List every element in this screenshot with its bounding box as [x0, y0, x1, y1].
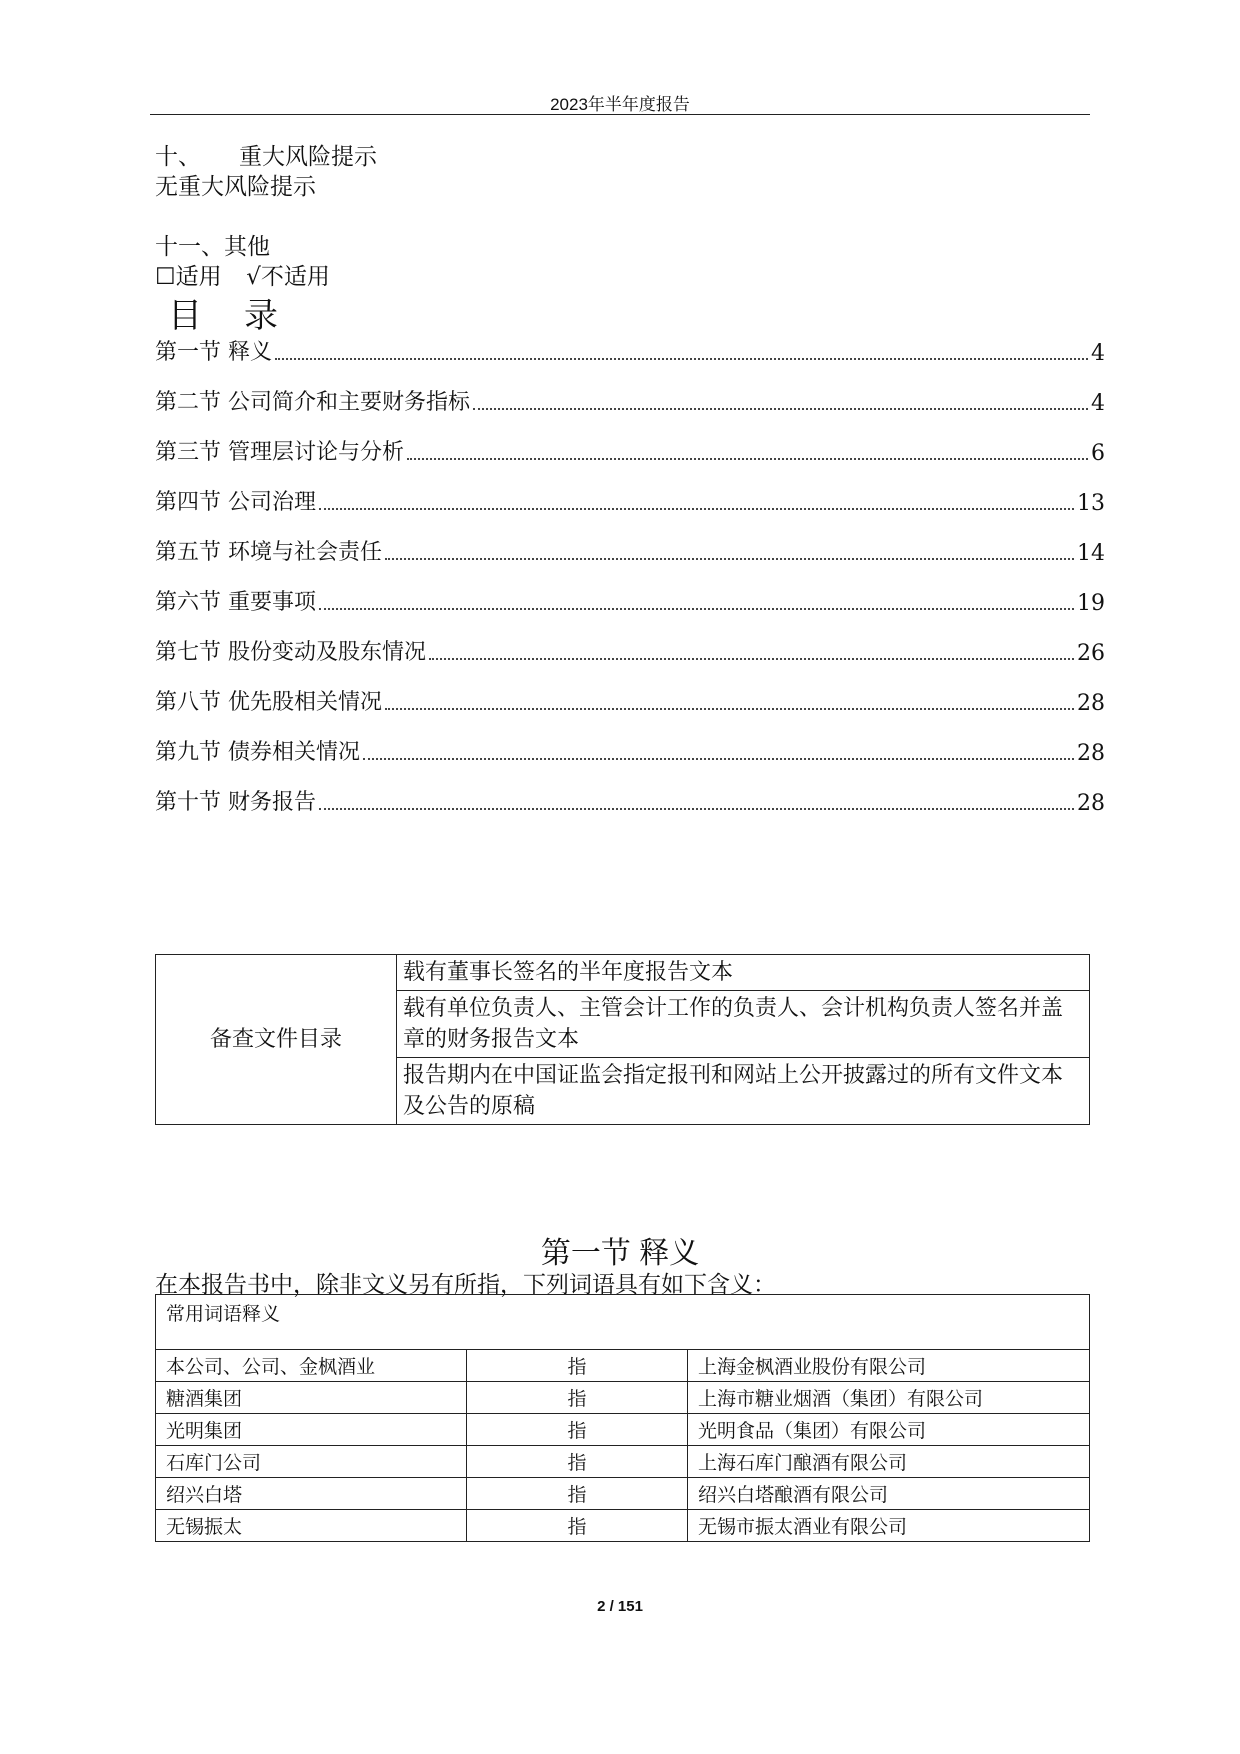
meaning-cell: 光明食品（集团）有限公司: [688, 1414, 1090, 1446]
toc-item-label: 第八节 优先股相关情况: [155, 690, 382, 715]
header-rule: [150, 114, 1090, 115]
table-row: [156, 1510, 1090, 1542]
toc-item-page: 28: [1077, 691, 1105, 716]
check-mark-icon: √: [246, 264, 261, 290]
table-row: [156, 1414, 1090, 1446]
toc-item[interactable]: [155, 484, 1105, 516]
toc-item-page: 13: [1077, 491, 1105, 516]
toc-leader: [319, 508, 1074, 510]
applicability-line: [155, 258, 330, 291]
toc-leader: [363, 758, 1074, 760]
toc-title: 目 录: [168, 296, 282, 336]
toc-leader: [429, 658, 1074, 660]
toc-item-label: 第二节 公司简介和主要财务指标: [155, 390, 470, 415]
term-cell: 无锡振太: [156, 1510, 467, 1542]
table-row: [156, 1350, 1090, 1382]
toc-item-page: 4: [1091, 391, 1105, 416]
page-number: 2 / 151: [597, 1598, 643, 1615]
applicable-label: 适用: [175, 264, 222, 290]
risk-heading-text: 重大风险提示: [239, 144, 377, 170]
toc-item[interactable]: [155, 634, 1105, 666]
toc-item-page: 19: [1077, 591, 1105, 616]
term-cell: 本公司、公司、金枫酒业: [156, 1350, 467, 1382]
toc-leader: [473, 408, 1088, 410]
reference-file-item: 载有董事长签名的半年度报告文本: [397, 955, 1090, 991]
toc-item[interactable]: [155, 734, 1105, 766]
page-header: 2023年半年度报告: [550, 95, 690, 114]
table-row: [156, 1446, 1090, 1478]
meaning-cell: 绍兴白塔酿酒有限公司: [688, 1478, 1090, 1510]
term-cell: 光明集团: [156, 1414, 467, 1446]
toc-item-page: 28: [1077, 791, 1105, 816]
toc-item[interactable]: [155, 684, 1105, 716]
meaning-cell: 上海石库门酿酒有限公司: [688, 1446, 1090, 1478]
toc-item-page: 14: [1077, 541, 1105, 566]
risk-heading: [155, 138, 377, 171]
link-cell: 指: [467, 1414, 688, 1446]
toc-item[interactable]: [155, 784, 1105, 816]
meaning-cell: 上海市糖业烟酒（集团）有限公司: [688, 1382, 1090, 1414]
toc-item-label: 第一节 释义: [155, 340, 272, 365]
meaning-cell: 无锡市振太酒业有限公司: [688, 1510, 1090, 1542]
table-row: [156, 1382, 1090, 1414]
other-heading: 十一、其他: [155, 234, 270, 260]
reference-file-item: 载有单位负责人、主管会计工作的负责人、会计机构负责人签名并盖章的财务报告文本: [397, 991, 1090, 1058]
link-cell: 指: [467, 1478, 688, 1510]
link-cell: 指: [467, 1446, 688, 1478]
reference-files-table: [155, 954, 1090, 1125]
toc-item-label: 第七节 股份变动及股东情况: [155, 640, 426, 665]
toc-item[interactable]: [155, 534, 1105, 566]
toc-item-label: 第三节 管理层讨论与分析: [155, 440, 404, 465]
toc-item-page: 4: [1091, 341, 1105, 366]
section-title: 第一节 释义: [540, 1237, 700, 1270]
table-row: [156, 1478, 1090, 1510]
toc-item-label: 第六节 重要事项: [155, 590, 316, 615]
toc-item-page: 6: [1091, 441, 1105, 466]
term-cell: 糖酒集团: [156, 1382, 467, 1414]
reference-files-label: 备查文件目录: [156, 955, 397, 1125]
definitions-table-header: 常用词语释义: [156, 1295, 1090, 1350]
toc-item-label: 第五节 环境与社会责任: [155, 540, 382, 565]
toc-leader: [385, 558, 1074, 560]
not-applicable-label: 不适用: [260, 264, 330, 290]
toc-item[interactable]: [155, 434, 1105, 466]
section-intro: 在本报告书中，除非文义另有所指，下列词语具有如下含义：: [155, 1272, 776, 1298]
definitions-table: [155, 1294, 1090, 1542]
link-cell: 指: [467, 1382, 688, 1414]
risk-text: 无重大风险提示: [155, 174, 316, 200]
term-cell: 绍兴白塔: [156, 1478, 467, 1510]
reference-file-item: 报告期内在中国证监会指定报刊和网站上公开披露过的所有文件文本及公告的原稿: [397, 1058, 1090, 1125]
toc-item[interactable]: [155, 384, 1105, 416]
toc-item-page: 26: [1077, 641, 1105, 666]
risk-heading-num: 十、: [155, 144, 201, 170]
toc-leader: [275, 358, 1088, 360]
toc-item-label: 第九节 债券相关情况: [155, 740, 360, 765]
meaning-cell: 上海金枫酒业股份有限公司: [688, 1350, 1090, 1382]
toc-item-label: 第十节 财务报告: [155, 790, 316, 815]
term-cell: 石库门公司: [156, 1446, 467, 1478]
toc-leader: [319, 808, 1074, 810]
toc-leader: [407, 458, 1088, 460]
toc-leader: [385, 708, 1074, 710]
checkbox-empty-icon: ☐: [155, 264, 176, 290]
link-cell: 指: [467, 1350, 688, 1382]
toc-item-page: 28: [1077, 741, 1105, 766]
toc-leader: [319, 608, 1074, 610]
link-cell: 指: [467, 1510, 688, 1542]
toc-item[interactable]: [155, 334, 1105, 366]
toc-item[interactable]: [155, 584, 1105, 616]
toc-item-label: 第四节 公司治理: [155, 490, 316, 515]
